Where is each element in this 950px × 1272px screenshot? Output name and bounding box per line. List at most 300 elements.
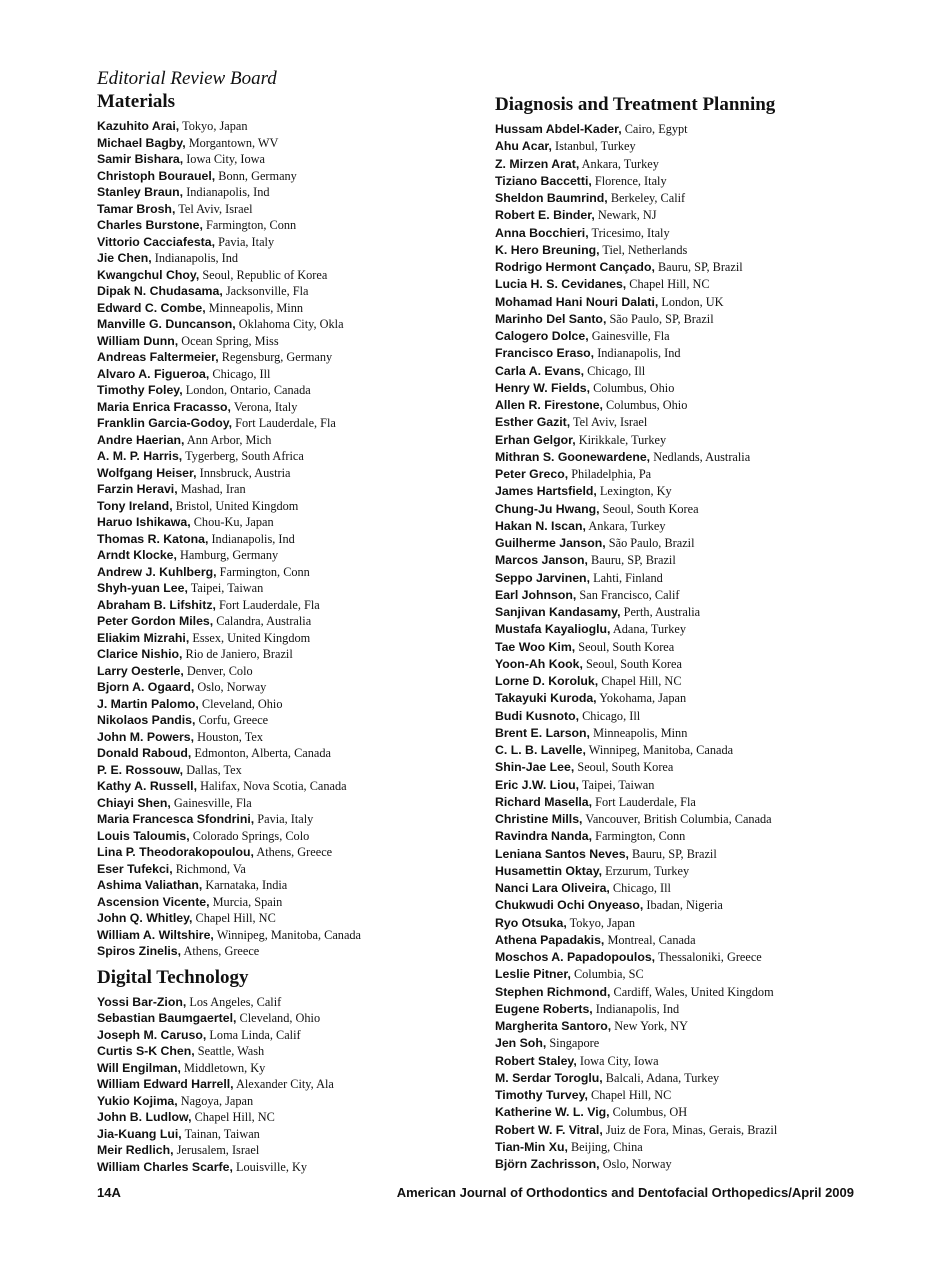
board-member	[495, 863, 895, 880]
member-name: Arndt Klocke,	[97, 548, 177, 562]
board-member	[495, 225, 895, 242]
member-location: Seoul, South Korea	[585, 656, 682, 671]
member-name: Kazuhito Arai,	[97, 119, 180, 133]
member-name: A. M. P. Harris,	[97, 449, 183, 463]
member-name: Edward C. Combe,	[97, 300, 206, 315]
member-name: Marcos Janson,	[495, 553, 588, 568]
member-name: Lorne D. Koroluk,	[495, 674, 599, 688]
board-member	[495, 673, 895, 690]
member-name: Chukwudi Ochi Onyeaso,	[495, 898, 644, 913]
member-name: Haruo Ishikawa,	[97, 515, 191, 529]
board-member	[97, 135, 477, 152]
board-member	[97, 448, 477, 465]
member-name: Tamar Brosh,	[97, 201, 176, 216]
member-location: Corfu, Greece	[198, 713, 269, 727]
member-location: Adana, Turkey	[612, 622, 686, 637]
board-member	[97, 316, 477, 333]
member-location: Hamburg, Germany	[180, 548, 279, 562]
member-location: Columbus, Ohio	[606, 398, 688, 412]
member-location: Kirikkale, Turkey	[578, 432, 667, 447]
board-member	[97, 696, 477, 713]
member-name: Donald Raboud,	[97, 746, 192, 760]
member-name: Seppo Jarvinen,	[495, 570, 590, 585]
member-location: Chapel Hill, NC	[629, 277, 710, 292]
member-name: Robert Staley,	[495, 1053, 577, 1068]
member-name: Esther Gazit,	[495, 415, 571, 430]
board-member	[97, 630, 477, 647]
member-name: Takayuki Kuroda,	[495, 691, 597, 706]
member-location: Jacksonville, Fla	[225, 284, 309, 298]
member-location: Athens, Greece	[256, 845, 333, 859]
board-member	[495, 173, 895, 190]
member-location: Philadelphia, Pa	[571, 467, 652, 481]
board-member	[495, 328, 895, 345]
board-member	[97, 399, 477, 416]
board-member	[97, 580, 477, 597]
member-name: Timothy Turvey,	[495, 1088, 588, 1102]
member-location: Houston, Tex	[197, 729, 263, 744]
board-member	[97, 894, 477, 911]
member-location: Chou-Ku, Japan	[193, 515, 274, 529]
board-member	[97, 250, 477, 267]
board-member	[495, 259, 895, 276]
member-location: São Paulo, Brazil	[608, 536, 695, 550]
board-member	[495, 121, 895, 138]
member-name: Sheldon Baumrind,	[495, 191, 608, 205]
member-name: Manville G. Duncanson,	[97, 317, 236, 331]
member-location: Tiel, Netherlands	[602, 242, 688, 257]
member-name: Sanjivan Kandasamy,	[495, 605, 621, 619]
member-name: Vittorio Cacciafesta,	[97, 234, 216, 249]
member-name: Richard Masella,	[495, 794, 593, 809]
board-member	[495, 897, 895, 914]
member-name: Bjorn A. Ogaard,	[97, 680, 195, 694]
member-name: Ryo Otsuka,	[495, 915, 567, 930]
board-member	[495, 1053, 895, 1070]
member-location: Tokyo, Japan	[182, 119, 248, 133]
member-location: Regensburg, Germany	[221, 350, 333, 364]
section-materials	[97, 90, 477, 960]
board-member	[495, 414, 895, 431]
member-name: Andreas Faltermeier,	[97, 350, 219, 364]
member-name: Michael Bagby,	[97, 135, 186, 150]
member-name: Tony Ireland,	[97, 498, 173, 513]
member-location: Seoul, South Korea	[602, 501, 699, 516]
board-member	[97, 184, 477, 201]
member-name: Leslie Pitner,	[495, 967, 571, 982]
board-member	[97, 267, 477, 284]
member-name: Moschos A. Papadopoulos,	[495, 950, 656, 964]
board-member	[495, 345, 895, 362]
member-name: Abraham B. Lifshitz,	[97, 597, 216, 612]
member-location: Farmington, Conn	[206, 218, 297, 232]
board-member	[495, 449, 895, 466]
member-name: Tae Woo Kim,	[495, 639, 576, 654]
member-location: Cleveland, Ohio	[239, 1011, 321, 1025]
member-name: P. E. Rossouw,	[97, 762, 184, 777]
member-location: Mashad, Iran	[180, 482, 246, 496]
member-location: Ocean Spring, Miss	[181, 333, 279, 348]
member-name: Yoon-Ah Kook,	[495, 656, 583, 671]
board-member	[97, 349, 477, 366]
member-location: Edmonton, Alberta, Canada	[194, 746, 331, 760]
member-name: Lucia H. S. Cevidanes,	[495, 277, 627, 292]
board-member	[97, 333, 477, 350]
member-location: Pavia, Italy	[218, 234, 275, 249]
board-member	[495, 1122, 895, 1139]
member-location: Chicago, Ill	[582, 708, 641, 723]
member-location: Nagoya, Japan	[180, 1093, 254, 1108]
member-location: Louisville, Ky	[235, 1159, 308, 1174]
member-name: Alvaro A. Figueroa,	[97, 366, 210, 381]
board-member	[495, 156, 895, 173]
board-member	[97, 531, 477, 548]
member-name: Calogero Dolce,	[495, 329, 589, 343]
member-name: Ravindra Nanda,	[495, 829, 593, 844]
member-name: Tiziano Baccetti,	[495, 173, 592, 188]
board-member	[97, 811, 477, 828]
board-member	[495, 552, 895, 569]
member-name: Jie Chen,	[97, 251, 152, 265]
board-member	[495, 1139, 895, 1156]
board-member	[495, 242, 895, 259]
member-name: Eric J.W. Liou,	[495, 777, 580, 792]
member-name: Robert W. F. Vitral,	[495, 1122, 603, 1137]
board-member	[495, 621, 895, 638]
member-location: Minneapolis, Minn	[208, 300, 303, 315]
member-name: Allen R. Firestone,	[495, 398, 603, 412]
board-member	[495, 1001, 895, 1018]
member-location: Ankara, Turkey	[581, 156, 659, 171]
board-member	[495, 276, 895, 293]
member-location: Berkeley, Calif	[610, 191, 686, 205]
member-location: Los Angeles, Calif	[189, 994, 282, 1009]
board-member	[97, 300, 477, 317]
member-name: Shin-Jae Lee,	[495, 760, 575, 775]
member-location: Chapel Hill, NC	[194, 1110, 275, 1124]
member-name: Hakan N. Iscan,	[495, 518, 586, 533]
board-member	[97, 712, 477, 729]
member-location: Istanbul, Turkey	[555, 139, 636, 154]
member-location: Cleveland, Ohio	[201, 696, 283, 711]
board-member	[97, 994, 477, 1011]
board-member	[97, 613, 477, 630]
board-member	[97, 910, 477, 927]
board-member	[97, 1093, 477, 1110]
board-member	[97, 481, 477, 498]
member-name: John B. Ludlow,	[97, 1110, 192, 1124]
member-name: Andrew J. Kuhlberg,	[97, 564, 217, 579]
member-name: J. Martin Palomo,	[97, 696, 199, 711]
member-name: Meir Redlich,	[97, 1143, 174, 1157]
member-name: Spiros Zinelis,	[97, 944, 182, 958]
member-location: Pavia, Italy	[257, 812, 314, 826]
board-member	[495, 708, 895, 725]
board-member	[495, 190, 895, 207]
board-member	[97, 1126, 477, 1143]
member-location: Cardiff, Wales, United Kingdom	[613, 984, 774, 999]
board-member	[495, 966, 895, 983]
member-name: Mithran S. Goonewardene,	[495, 449, 651, 464]
member-name: Maria Francesca Sfondrini,	[97, 812, 255, 826]
member-name: Budi Kusnoto,	[495, 708, 580, 723]
member-name: Brent E. Larson,	[495, 725, 590, 740]
board-member	[495, 777, 895, 794]
member-location: Chapel Hill, NC	[601, 674, 682, 688]
member-location: Indianapolis, Ind	[154, 251, 239, 265]
member-name: Peter Gordon Miles,	[97, 614, 214, 628]
member-name: Nanci Lara Oliveira,	[495, 881, 610, 895]
member-name: Timothy Foley,	[97, 383, 183, 397]
board-member	[495, 725, 895, 742]
member-location: Chicago, Ill	[612, 881, 671, 895]
member-location: Gainesville, Fla	[591, 329, 670, 343]
member-name: Ashima Valiathan,	[97, 878, 203, 892]
member-location: Vancouver, British Columbia, Canada	[585, 812, 772, 826]
board-member	[495, 984, 895, 1001]
member-name: Erhan Gelgor,	[495, 432, 576, 447]
member-name: Athena Papadakis,	[495, 932, 605, 947]
member-name: Margherita Santoro,	[495, 1019, 612, 1033]
member-location: Chicago, Ill	[212, 366, 271, 381]
member-location: Innsbruck, Austria	[199, 465, 291, 480]
board-member	[495, 518, 895, 535]
member-name: K. Hero Breuning,	[495, 242, 600, 257]
member-location: Karnataka, India	[205, 878, 288, 892]
member-name: Andre Haerian,	[97, 432, 185, 447]
board-member	[97, 844, 477, 861]
member-name: Dipak N. Chudasama,	[97, 284, 223, 298]
member-name: Mustafa Kayalioglu,	[495, 622, 611, 637]
member-location: Erzurum, Turkey	[605, 863, 690, 878]
section-title-diagnosis: Diagnosis and Treatment Planning	[495, 94, 776, 115]
member-name: William A. Wiltshire,	[97, 927, 214, 942]
left-column	[97, 90, 477, 1175]
board-member	[495, 483, 895, 500]
board-member	[97, 778, 477, 795]
member-name: Maria Enrica Fracasso,	[97, 399, 231, 414]
member-name: Louis Taloumis,	[97, 828, 190, 843]
member-location: Balcali, Adana, Turkey	[605, 1070, 720, 1085]
member-location: Beijing, China	[570, 1139, 643, 1154]
member-location: Alexander City, Ala	[235, 1077, 334, 1091]
member-location: Jerusalem, Israel	[176, 1143, 260, 1157]
member-list-diagnosis	[495, 121, 895, 1173]
member-location: Winnipeg, Manitoba, Canada	[588, 743, 734, 757]
board-member	[495, 932, 895, 949]
member-name: Ascension Vicente,	[97, 894, 210, 909]
board-member	[97, 382, 477, 399]
member-location: San Francisco, Calif	[579, 587, 680, 602]
member-location: Lexington, Ky	[599, 484, 672, 499]
member-location: London, Ontario, Canada	[185, 383, 311, 397]
board-member	[495, 604, 895, 621]
board-member	[97, 1043, 477, 1060]
section-digital-technology	[97, 966, 477, 1176]
board-member	[97, 1076, 477, 1093]
member-location: Indianapolis, Ind	[595, 1001, 680, 1016]
board-member	[97, 745, 477, 762]
board-member	[495, 1156, 895, 1173]
board-member	[97, 877, 477, 894]
member-name: Marinho Del Santo,	[495, 311, 607, 326]
member-name: Eugene Roberts,	[495, 1001, 593, 1016]
member-name: Christoph Bourauel,	[97, 168, 216, 183]
member-name: Wolfgang Heiser,	[97, 465, 197, 480]
member-location: Tricesimo, Italy	[591, 225, 670, 240]
member-location: Ibadan, Nigeria	[646, 898, 723, 913]
member-location: Farmington, Conn	[219, 564, 310, 579]
member-location: Dallas, Tex	[186, 762, 242, 777]
member-location: Iowa City, Iowa	[579, 1053, 659, 1068]
member-name: Sebastian Baumgaertel,	[97, 1011, 237, 1025]
board-member	[97, 1060, 477, 1077]
board-member	[97, 366, 477, 383]
board-member	[97, 415, 477, 432]
member-name: Lina P. Theodorakopoulou,	[97, 845, 254, 859]
member-location: Seoul, South Korea	[577, 760, 674, 775]
page-heading: Editorial Review Board	[97, 68, 277, 89]
board-member	[97, 432, 477, 449]
member-name: Henry W. Fields,	[495, 380, 590, 395]
member-name: Stanley Braun,	[97, 185, 184, 199]
board-member	[97, 465, 477, 482]
member-name: James Hartsfield,	[495, 484, 597, 499]
board-member	[495, 828, 895, 845]
board-member	[495, 1018, 895, 1035]
board-member	[97, 679, 477, 696]
member-name: Francisco Eraso,	[495, 346, 595, 361]
member-location: São Paulo, SP, Brazil	[609, 311, 714, 326]
board-member	[97, 151, 477, 168]
member-location: Oklahoma City, Okla	[238, 317, 344, 331]
board-member	[495, 501, 895, 518]
member-location: Farmington, Conn	[595, 829, 686, 844]
board-member	[97, 795, 477, 812]
member-location: Tel Aviv, Israel	[573, 415, 648, 430]
member-name: Joseph M. Caruso,	[97, 1027, 207, 1042]
page-number: 14A	[97, 1185, 121, 1200]
member-location: Lahti, Finland	[593, 570, 663, 585]
board-member	[495, 207, 895, 224]
board-member	[97, 597, 477, 614]
member-name: Nikolaos Pandis,	[97, 713, 196, 727]
board-member	[97, 1109, 477, 1126]
board-member	[97, 927, 477, 944]
member-location: Fort Lauderdale, Fla	[595, 794, 696, 809]
member-name: Peter Greco,	[495, 467, 569, 481]
member-name: Hussam Abdel-Kader,	[495, 122, 622, 136]
member-location: Loma Linda, Calif	[209, 1027, 301, 1042]
board-member	[97, 1142, 477, 1159]
member-location: Verona, Italy	[233, 399, 298, 414]
board-member	[495, 759, 895, 776]
member-list-digital-technology	[97, 994, 477, 1176]
member-name: Yukio Kojima,	[97, 1093, 178, 1108]
member-location: Gainesville, Fla	[173, 795, 252, 810]
member-list-materials	[97, 118, 477, 960]
member-location: Bonn, Germany	[218, 168, 297, 183]
board-member	[97, 1027, 477, 1044]
board-member	[495, 397, 895, 414]
board-member	[495, 639, 895, 656]
member-name: Eser Tufekci,	[97, 861, 173, 876]
member-name: Guilherme Janson,	[495, 536, 606, 550]
board-member	[97, 646, 477, 663]
member-location: Murcia, Spain	[212, 894, 283, 909]
member-location: Essex, United Kingdom	[192, 630, 311, 645]
member-location: Oslo, Norway	[197, 680, 267, 694]
board-member	[97, 217, 477, 234]
board-member	[97, 201, 477, 218]
board-member	[495, 846, 895, 863]
member-name: Curtis S-K Chen,	[97, 1044, 195, 1058]
board-member	[495, 570, 895, 587]
board-member	[97, 762, 477, 779]
board-member	[495, 742, 895, 759]
member-location: Athens, Greece	[183, 944, 260, 958]
member-name: Jia-Kuang Lui,	[97, 1126, 182, 1141]
member-location: Denver, Colo	[186, 663, 253, 678]
member-location: Oslo, Norway	[602, 1157, 672, 1171]
member-name: Carla A. Evans,	[495, 363, 585, 378]
member-name: Stephen Richmond,	[495, 984, 611, 999]
journal-citation: American Journal of Orthodontics and Dentofacial Orthopedics/April 2009	[396, 1185, 854, 1200]
member-name: Kathy A. Russell,	[97, 779, 197, 793]
member-location: Columbia, SC	[573, 967, 644, 982]
member-location: Chapel Hill, NC	[195, 911, 276, 925]
board-member	[495, 915, 895, 932]
member-location: Winnipeg, Manitoba, Canada	[216, 927, 362, 942]
member-name: Yossi Bar-Zion,	[97, 994, 187, 1009]
member-name: Christine Mills,	[495, 812, 583, 826]
section-title-materials: Materials	[97, 91, 176, 112]
member-location: Chicago, Ill	[587, 363, 646, 378]
member-location: Bristol, United Kingdom	[175, 498, 299, 513]
member-name: Charles Burstone,	[97, 218, 203, 232]
board-member	[495, 311, 895, 328]
member-location: Fort Lauderdale, Fla	[235, 416, 336, 430]
member-name: Anna Bocchieri,	[495, 225, 589, 240]
member-name: Z. Mirzen Arat,	[495, 156, 580, 171]
member-name: Husamettin Oktay,	[495, 863, 603, 878]
member-location: Indianapolis, Ind	[597, 346, 681, 361]
board-member	[97, 663, 477, 680]
member-location: Yokohama, Japan	[599, 691, 687, 706]
board-member	[97, 564, 477, 581]
member-location: Rio de Janiero, Brazil	[185, 647, 293, 661]
member-location: Bauru, SP, Brazil	[591, 553, 676, 568]
board-member	[495, 380, 895, 397]
member-location: Ankara, Turkey	[588, 518, 666, 533]
board-member	[495, 880, 895, 897]
member-name: Will Engilman,	[97, 1060, 181, 1075]
member-name: Clarice Nishio,	[97, 647, 183, 661]
board-member	[97, 943, 477, 960]
member-location: Cairo, Egypt	[624, 122, 688, 136]
member-name: M. Serdar Toroglu,	[495, 1070, 603, 1085]
member-location: Richmond, Va	[175, 861, 246, 876]
member-location: Calandra, Australia	[216, 614, 312, 628]
board-member	[495, 811, 895, 828]
member-location: Columbus, Ohio	[593, 380, 675, 395]
member-location: Florence, Italy	[594, 173, 667, 188]
board-member	[97, 729, 477, 746]
member-location: Seattle, Wash	[197, 1044, 265, 1058]
member-location: London, UK	[661, 294, 724, 309]
member-name: Larry Oesterle,	[97, 663, 184, 678]
member-name: John M. Powers,	[97, 729, 195, 744]
